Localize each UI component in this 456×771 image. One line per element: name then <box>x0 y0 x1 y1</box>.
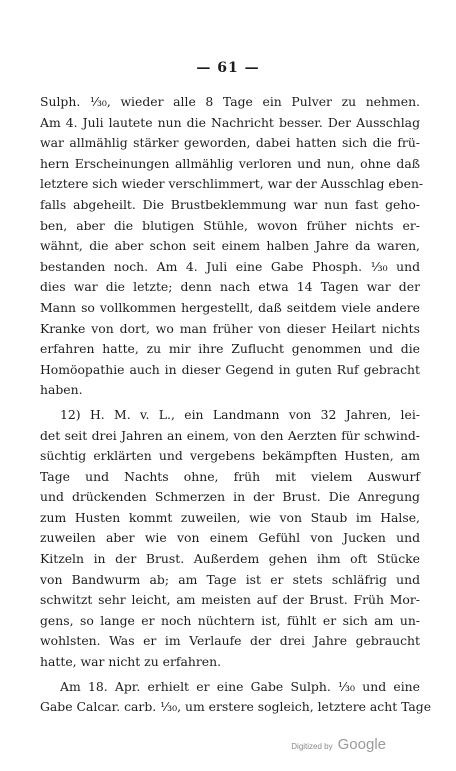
text-line: Tage und Nachts ohne, früh mit vielem Auswurf <box>40 468 420 484</box>
text-line: von Bandwurm ab; am Tage ist er stets schläfrig und <box>40 571 420 587</box>
text-line: war allmählig stärker geworden, dabei hatten sich die frü- <box>40 135 420 151</box>
text-line: wähnt, die aber schon seit einem halben Jahre da waren, <box>40 238 420 254</box>
paragraph <box>40 92 424 401</box>
text-line: zuweilen aber wie von einem Gefühl von Jucken und <box>40 530 420 546</box>
paragraph <box>40 405 420 673</box>
text-line: Gabe Calcar. carb. ⅟₃₀, um erstere sogleich, letztere acht Tage <box>40 699 432 715</box>
text-line: 12) H. M. v. L., ein Landmann von 32 Jahren, lei- <box>60 406 420 422</box>
page-number: — 61 — <box>196 60 260 76</box>
text-line: und drückenden Schmerzen in der Brust. Die Anregung <box>40 489 420 505</box>
text-line: falls abgeheilt. Die Brustbeklemmung war nun fast geho- <box>40 196 420 212</box>
text-line: hern Erscheinungen allmählig verloren und nun, ohne daß <box>40 155 420 171</box>
text-line: schwitzt sehr leicht, am meisten auf der Brust. Früh Mor- <box>40 592 420 608</box>
text-line: zum Husten kommt zuweilen, wie von Staub im Halse, <box>40 509 420 525</box>
text-line: bestanden noch. Am 4. Juli eine Gabe Phosph. ⅟₃₀ und <box>40 258 420 274</box>
text-line: letztere sich wieder verschlimmert, war der Ausschlag eben- <box>40 176 424 192</box>
book-text <box>40 92 432 718</box>
text-line: Am 18. Apr. erhielt er eine Gabe Sulph. ⅟₃₀ und eine <box>60 678 420 694</box>
watermark-prefix: Digitized by <box>291 742 333 751</box>
text-line: Sulph. ⅟₃₀, wieder alle 8 Tage ein Pulver zu nehmen. <box>40 94 420 109</box>
text-line: Mann so vollkommen hergestellt, daß seitdem viele andere <box>40 299 420 315</box>
text-line: Kitzeln in der Brust. Außerdem gehen ihm oft Stücke <box>40 551 420 567</box>
text-line: Kranke von dort, wo man früher von dieser Heilart nichts <box>40 320 420 336</box>
text-line: Am 4. Juli lautete nun die Nachricht besser. Der Ausschlag <box>40 114 420 130</box>
text-line: Homöopathie auch in dieser Gegend in guten Ruf gebracht <box>40 361 420 377</box>
text-line: erfahren hatte, zu mir ihre Zuflucht genommen und die <box>40 341 420 357</box>
digitized-by-watermark <box>291 736 386 753</box>
text-line: hatte, war nicht zu erfahren. <box>40 654 222 670</box>
text-line: gens, so lange er noch nüchtern ist, fühlt er sich am un- <box>40 612 420 628</box>
text-line: det seit drei Jahren an einem, von den Aerzten für schwind- <box>40 427 420 443</box>
text-line: dies war die letzte; denn nach etwa 14 Tagen war der <box>40 279 420 295</box>
text-line: wohlsten. Was er im Verlaufe der drei Jahre gebraucht <box>40 633 420 649</box>
text-line: ben, aber die blutigen Stühle, wovon früher nichts er- <box>40 217 420 233</box>
text-line: süchtig erklärten und vergebens bekämpften Husten, am <box>40 448 420 464</box>
paragraph <box>40 677 432 718</box>
google-logo: Google <box>337 736 386 753</box>
text-line: haben. <box>40 382 83 398</box>
